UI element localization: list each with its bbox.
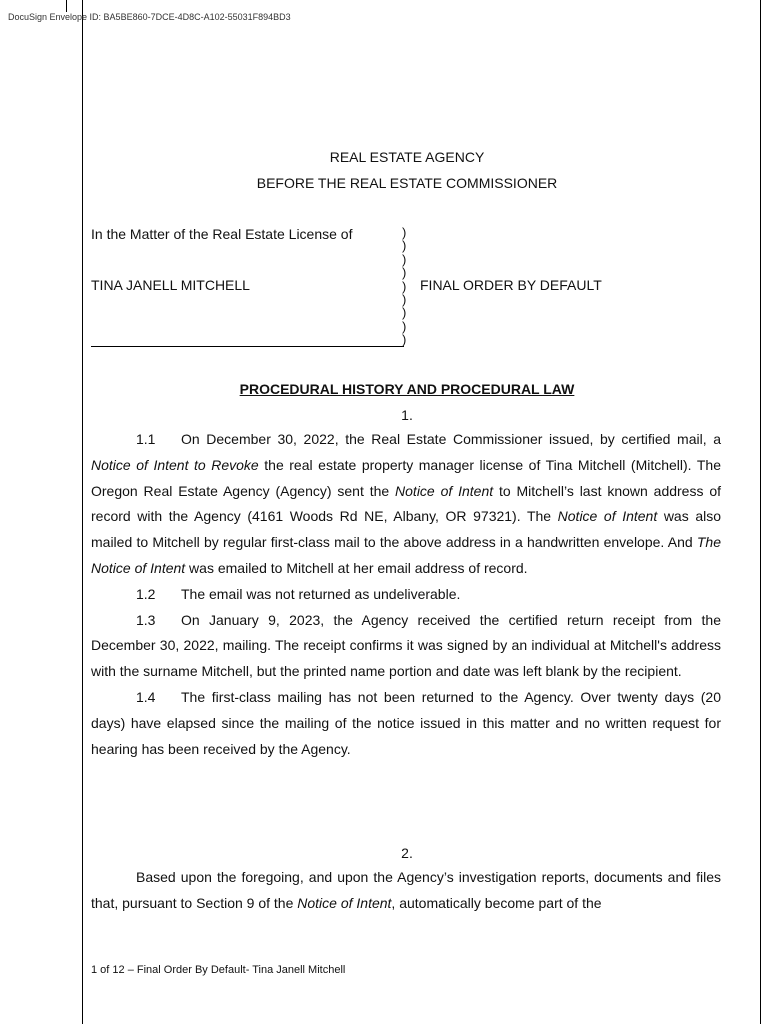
- order-title: FINAL ORDER BY DEFAULT: [420, 277, 602, 293]
- matter-line: In the Matter of the Real Estate License of: [91, 226, 353, 242]
- right-margin-line: [760, 0, 761, 1024]
- agency-title: REAL ESTATE AGENCY: [329, 149, 485, 165]
- margin-tick: [66, 0, 67, 12]
- envelope-id: DocuSign Envelope ID: BA5BE860-7DCE-4D8C-A102-55031F894BD3: [8, 12, 291, 22]
- caption-rule: [91, 346, 404, 347]
- page-footer: 1 of 12 – Final Order By Default- Tina Janell Mitchell: [91, 964, 346, 976]
- paragraph-2: Based upon the foregoing, and upon the Agency’s investigation reports, documents and files that, pursuant to Section 9 of the Notice of Intent, automatically become part of the: [91, 869, 721, 911]
- left-margin-line: [82, 0, 83, 1024]
- paragraph-1-2: 1.2 The email was not returned as undeliverable.: [136, 585, 461, 602]
- paragraph-1-1: 1.1 On December 30, 2022, the Real Estate Commissioner issued, by certified mail, a Notice of Intent to Revoke the real estate property manager license of Tina Mitchell (Mitchell). The Oregon Real Estate Agency (Agency) sent the Notice of Intent to Mitchell’s last known address of record with the Agency (4161 Woods Rd NE, Albany, OR 97321). The Notice of Intent was also mailed to Mitchell by regular first-class mail to the above address in a handwritten envelope. And The Notice of Intent was emailed to Mitchell at her email address of record.: [91, 431, 721, 576]
- section-heading: PROCEDURAL HISTORY AND PROCEDURAL LAW: [239, 381, 575, 397]
- commissioner-title: BEFORE THE REAL ESTATE COMMISSIONER: [256, 175, 558, 191]
- paragraph-1-3: 1.3 On January 9, 2023, the Agency received the certified return receipt from the December 30, 2022, mailing. The receipt confirms it was signed by an individual at Mitchell's address with the surname Mitchell, but the printed name portion and date was left blank by the recipient.: [91, 611, 721, 680]
- section-1-body: [91, 427, 721, 762]
- section-number-2: 2.: [401, 845, 413, 861]
- caption-parentheses: ) ) ) ) ) ) ) ) ): [402, 225, 407, 348]
- section-2-body: [91, 865, 721, 917]
- section-number-1: 1.: [401, 407, 413, 423]
- paragraph-1-4: 1.4 The first-class mailing has not been returned to the Agency. Over twenty days (20 days) have elapsed since the mailing of the notice issued in this matter and no written request for hearing has been received by the Agency.: [91, 688, 721, 757]
- respondent-name: TINA JANELL MITCHELL: [91, 277, 250, 293]
